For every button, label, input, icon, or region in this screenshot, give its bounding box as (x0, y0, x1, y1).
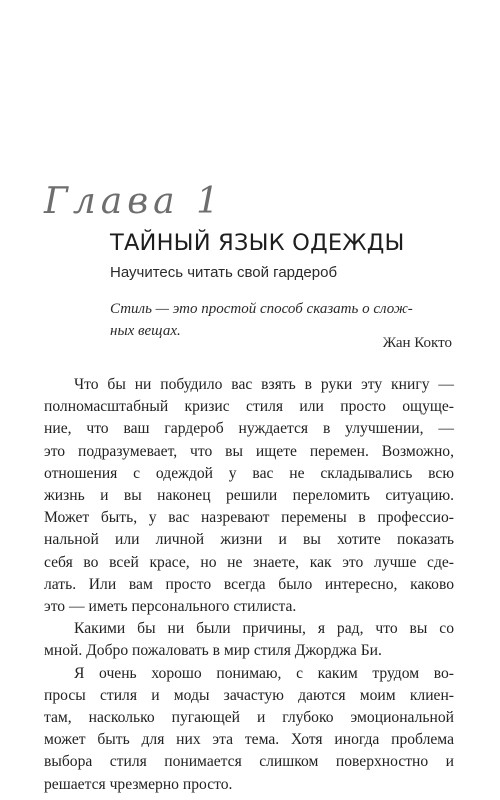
body-text (44, 374, 454, 796)
text-line: отношения с одеждой у вас не складывались всю (44, 464, 454, 482)
text-line: Я очень хорошо понимаю, с каким трудом во- (74, 664, 454, 682)
epigraph-author: Жан Кокто (382, 335, 452, 351)
text-line: нальной или личной жизни и вы хотите показать (44, 531, 454, 549)
text-line: лать. Или вам просто всегда было интересно, каково (44, 575, 454, 593)
text-line: это подразумевает, что вы ищете перемен. Возможно, (44, 442, 454, 460)
epigraph-line: ных вещах. (110, 323, 181, 339)
text-line: себя во всей красе, но не знаете, как это лучше сде- (44, 553, 454, 571)
text-line: полномасштабный кризис стиля или просто ощуще- (44, 398, 454, 416)
text-line: решается чрезмерно просто. (44, 775, 233, 793)
text-line: Может быть, у вас назревают перемены в профессио- (44, 509, 454, 527)
chapter-subtitle: Научитесь читать свой гардероб (110, 264, 338, 281)
text-line: это — иметь персонального стилиста. (44, 598, 297, 616)
chapter-title: ТАЙНЫЙ ЯЗЫК ОДЕЖДЫ (110, 230, 405, 256)
text-line: там, насколько пугающей и глубоко эмоциональной (44, 709, 454, 727)
text-line: просы стиля и моды зачастую даются моим клиен- (44, 686, 454, 704)
text-line: Какими бы ни были причины, я рад, что вы со (74, 620, 454, 638)
text-line: мной. Добро пожаловать в мир стиля Джорджа Би. (44, 642, 382, 660)
text-line: ние, что ваш гардероб нуждается в улучшении, — (44, 420, 454, 438)
epigraph-line: Стиль — это простой способ сказать о слож- (110, 301, 413, 317)
text-line: Что бы ни побудило вас взять в руки эту книгу — (74, 376, 454, 393)
text-line: выбора стиля понимается слишком поверхностно и (44, 753, 454, 771)
chapter-label: Глава 1 (44, 181, 224, 222)
text-line: может быть для них эта тема. Хотя иногда проблема (44, 731, 454, 749)
text-line: жизнь и вы наконец решили переломить ситуацию. (44, 487, 454, 505)
